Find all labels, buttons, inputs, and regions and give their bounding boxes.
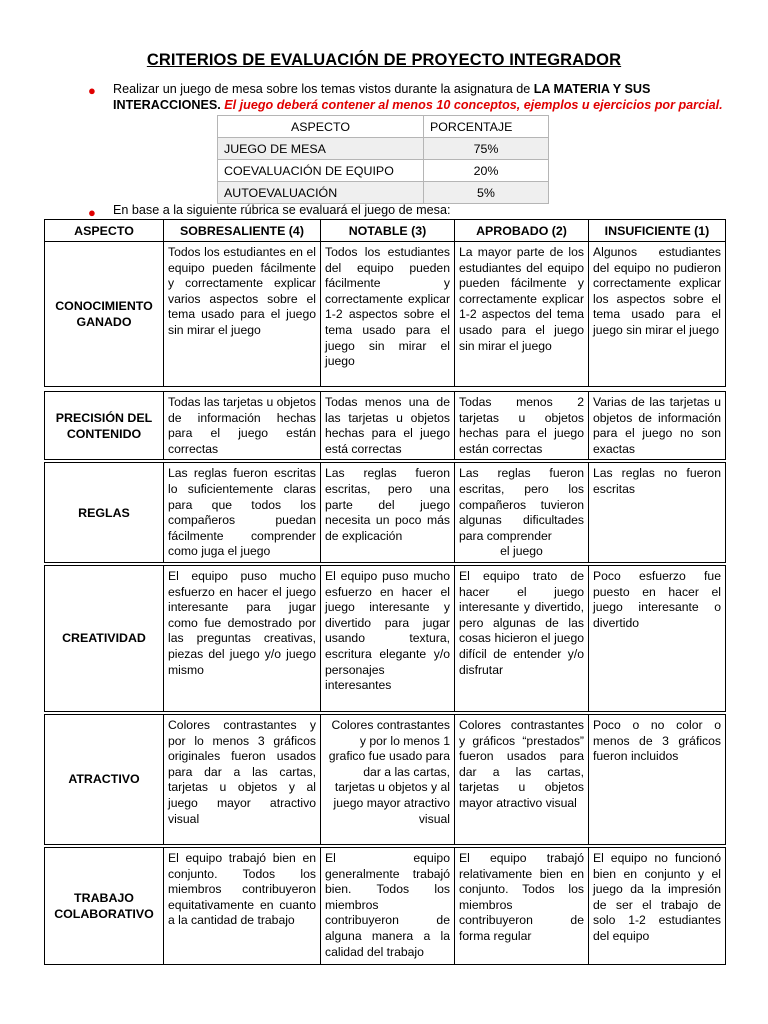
intro-text: Realizar un juego de mesa sobre los temas vistos durante la asignatura de (113, 82, 534, 96)
rubric-cell-insuficiente: Poco o no color o menos de 3 gráficos fueron incluidos (589, 714, 726, 844)
rubric-cell-aprobado (455, 463, 589, 563)
rubric-aspect: CONOCIMIENTO GANADO (45, 242, 164, 387)
page-title: CRITERIOS DE EVALUACIÓN DE PROYECTO INTEGRADOR (146, 51, 622, 69)
weights-table (217, 115, 549, 204)
rubric-cell-aprobado: El equipo trato de hacer el juego interesante y divertido, pero algunas de las cosas hicieron el juego difícil de entender y/o disfrutar (455, 565, 589, 711)
rubric-cell-sobresaliente: El equipo puso mucho esfuerzo en hacer el juego interesante para jugar como fue demostrado por las preguntas creativas, piezas del juego y/o juego mismo (164, 565, 321, 711)
rubric-cell-insuficiente: Poco esfuerzo fue puesto en hacer el juego interesante o divertido (589, 565, 726, 711)
weights-header-aspect: ASPECTO (218, 116, 424, 138)
rubric-cell-sobresaliente: Colores contrastantes y por lo menos 3 gráficos originales fueron usados para dar a las cartas, tarjetas u objetos y al juego mayor atractivo visual (164, 714, 321, 844)
rubric-cell-sobresaliente: Las reglas fueron escritas lo suficientemente claras para que todos los compañeros puedan fácilmente comprender como juga el juego (164, 463, 321, 563)
bullet-icon: ● (88, 205, 96, 220)
bullet-icon: ● (88, 83, 96, 98)
rubric-row (45, 242, 726, 387)
rubric-cell-sobresaliente: El equipo trabajó bien en conjunto. Todos los miembros contribuyeron equitativamente en cuanto a la cantidad de trabajo (164, 847, 321, 964)
weights-header-percent: PORCENTAJE (424, 116, 549, 138)
rubric-cell-aprobado: El equipo trabajó relativamente bien en conjunto. Todos los miembros contribuyeron de forma regular (455, 847, 589, 964)
rubric-row (45, 463, 726, 563)
rubric-cell-insuficiente: Las reglas no fueron escritas (589, 463, 726, 563)
rubric-aspect: ATRACTIVO (45, 714, 164, 844)
rubric-cell-sobresaliente: Todos los estudiantes en el equipo pueden fácilmente y correctamente explicar varios aspectos sobre el tema usado para el juego sin mirar el juego (164, 242, 321, 387)
weights-row (218, 160, 549, 182)
weights-row (218, 182, 549, 204)
weights-percent: 5% (424, 182, 549, 204)
weights-aspect: AUTOEVALUACIÓN (218, 182, 424, 204)
rubric-row (45, 714, 726, 844)
rubric-cell-aprobado: Colores contrastantes y gráficos “prestados” fueron usados para dar a las cartas, tarjetas u objetos mayor atractivo visual (455, 714, 589, 844)
rubric-header-aspect: ASPECTO (45, 220, 164, 242)
intro-subject: LA MATERIA Y SUS INTERACCIONES. (113, 82, 651, 112)
rubric-header-insuficiente: INSUFICIENTE (1) (589, 220, 726, 242)
rubric-cell-notable: Todos los estudiantes del equipo pueden fácilmente y correctamente explicar 1-2 aspectos sobre el tema usado para el juego sin mirar el juego (321, 242, 455, 387)
rubric-cell-aprobado: Todas menos 2 tarjetas u objetos hechas para el juego están correctas (455, 392, 589, 460)
weights-aspect: JUEGO DE MESA (218, 138, 424, 160)
rubric-intro: En base a la siguiente rúbrica se evaluará el juego de mesa: (113, 203, 451, 217)
rubric-cell-insuficiente: El equipo no funcionó bien en conjunto y el juego da la impresión de ser el trabajo de solo 1-2 estudiantes del equipo (589, 847, 726, 964)
rubric-aspect: TRABAJO COLABORATIVO (45, 847, 164, 964)
rubric-cell-aprobado-text: Las reglas fueron escritas, pero los compañeros tuvieron algunas dificultades para comprender (459, 466, 584, 543)
rubric-row (45, 565, 726, 711)
rubric-cell-notable: Colores contrastantes y por lo menos 1 grafico fue usado para dar a las cartas, tarjetas u objetos y al juego mayor atractivo visual (321, 714, 455, 844)
weights-percent: 20% (424, 160, 549, 182)
rubric-cell-aprobado-last: el juego (500, 544, 543, 559)
rubric-cell-notable: El equipo puso mucho esfuerzo en hacer el juego interesante y divertido para jugar usando textura, escritura elegante y/o personajes interesantes (321, 565, 455, 711)
rubric-aspect: PRECISIÓN DEL CONTENIDO (45, 392, 164, 460)
intro-paragraph (113, 81, 733, 113)
rubric-cell-notable: Las reglas fueron escritas, pero una parte del juego necesita un poco más de explicación (321, 463, 455, 563)
rubric-aspect: REGLAS (45, 463, 164, 563)
intro-requirement: El juego deberá contener al menos 10 conceptos, ejemplos u ejercicios por parcial. (224, 98, 723, 112)
rubric-cell-aprobado: La mayor parte de los estudiantes del equipo pueden fácilmente y correctamente explicar 1-2 aspectos del tema usado para el juego sin mirar el juego (455, 242, 589, 387)
weights-aspect: COEVALUACIÓN DE EQUIPO (218, 160, 424, 182)
rubric-cell-notable: El equipo generalmente trabajó bien. Todos los miembros contribuyeron de alguna manera a la calidad del trabajo (321, 847, 455, 964)
rubric-cell-sobresaliente: Todas las tarjetas u objetos de información hechas para el juego están correctas (164, 392, 321, 460)
rubric-header-row (45, 220, 726, 242)
rubric-row (45, 392, 726, 460)
rubric-cell-notable: Todas menos una de las tarjetas u objetos hechas para el juego está correctas (321, 392, 455, 460)
weights-header-row (218, 116, 549, 138)
rubric-header-sobresaliente: SOBRESALIENTE (4) (164, 220, 321, 242)
rubric-header-aprobado: APROBADO (2) (455, 220, 589, 242)
rubric-header-notable: NOTABLE (3) (321, 220, 455, 242)
rubric-row (45, 847, 726, 964)
rubric-table (44, 219, 726, 965)
rubric-cell-insuficiente: Algunos estudiantes del equipo no pudieron correctamente explicar los aspectos sobre el tema usado para el juego sin mirar el juego (589, 242, 726, 387)
weights-row (218, 138, 549, 160)
weights-percent: 75% (424, 138, 549, 160)
rubric-aspect: CREATIVIDAD (45, 565, 164, 711)
rubric-cell-insuficiente: Varias de las tarjetas u objetos de información para el juego no son exactas (589, 392, 726, 460)
